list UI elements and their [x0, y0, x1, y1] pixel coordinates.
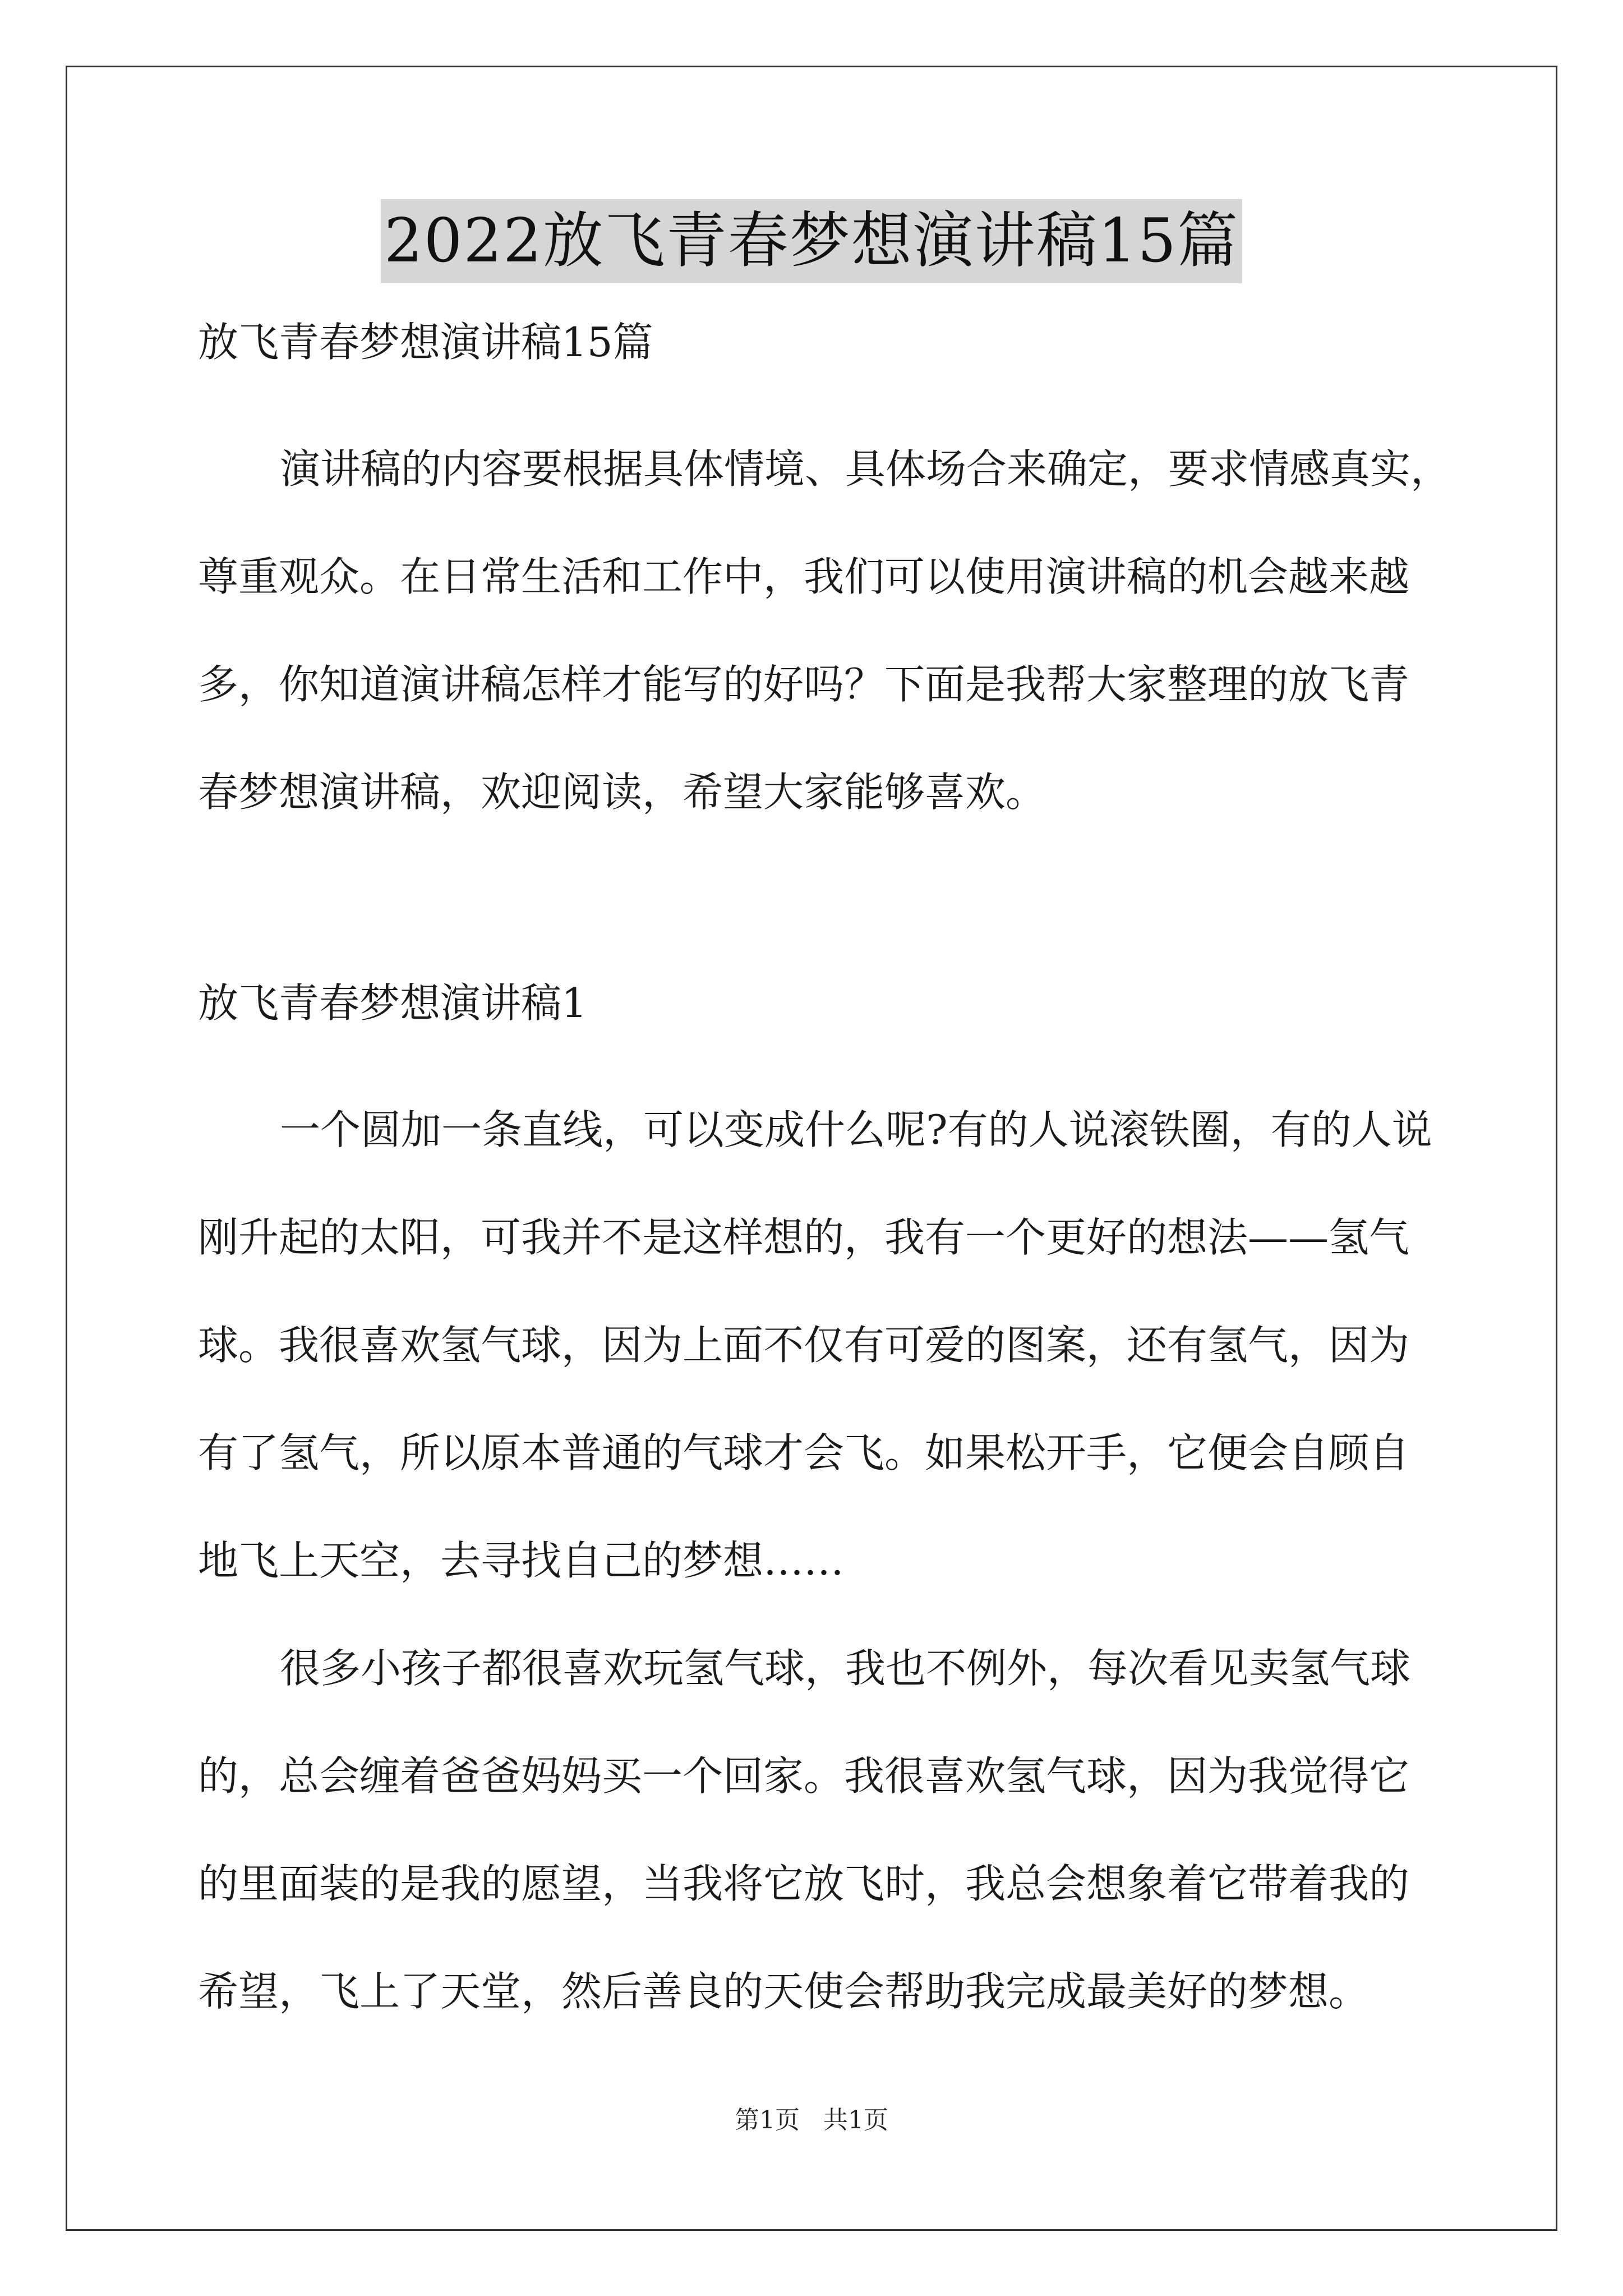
paragraph-line: 尊重观众。在日常生活和工作中，我们可以使用演讲稿的机会越来越 — [198, 553, 1410, 600]
spacer — [198, 376, 1432, 415]
intro-paragraph — [198, 415, 1451, 846]
paragraph-line: 很多小孩子都很喜欢玩氢气球，我也不例外，每次看见卖氢气球 — [280, 1645, 1411, 1692]
title-container — [0, 199, 1623, 283]
paragraph-line: 的里面装的是我的愿望，当我将它放飞时，我总会想象着它带着我的 — [198, 1860, 1410, 1907]
paragraph-line: 春梦想演讲稿，欢迎阅读，希望大家能够喜欢。 — [198, 769, 1046, 816]
paragraph-line: 球。我很喜欢氢气球，因为上面不仅有可爱的图案，还有氢气，因为 — [198, 1322, 1410, 1369]
paragraph-line: 演讲稿的内容要根据具体情境、具体场合来确定，要求情感真实， — [280, 445, 1451, 493]
paragraph-line: 多，你知道演讲稿怎样才能写的好吗？下面是我帮大家整理的放飞青 — [198, 661, 1410, 708]
document-title: 2022放飞青春梦想演讲稿15篇 — [381, 199, 1242, 283]
paragraph-line: 地飞上天空，去寻找自己的梦想…… — [198, 1537, 845, 1584]
paragraph-2 — [198, 1614, 1432, 2045]
paragraph-line: 希望，飞上了天堂，然后善良的天使会帮助我完成最美好的梦想。 — [198, 1968, 1370, 2015]
spacer — [198, 1037, 1432, 1076]
page-total: 共1页 — [823, 2106, 888, 2134]
document-subtitle: 放飞青春梦想演讲稿15篇 — [198, 319, 653, 366]
paragraph-line: 有了氢气，所以原本普通的气球才会飞。如果松开手，它便会自顾自 — [198, 1429, 1410, 1476]
paragraph-line: 刚升起的太阳，可我并不是这样想的，我有一个更好的想法——氢气 — [198, 1214, 1410, 1261]
document-body — [198, 309, 1451, 2045]
paragraph-line: 的，总会缠着爸爸妈妈买一个回家。我很喜欢氢气球，因为我觉得它 — [198, 1752, 1410, 1800]
paragraph-line: 一个圆加一条直线，可以变成什么呢?有的人说滚铁圈，有的人说 — [280, 1106, 1432, 1153]
spacer — [198, 846, 1432, 969]
page-footer — [0, 2104, 1623, 2137]
page-number: 第1页 — [735, 2106, 800, 2134]
section-heading: 放飞青春梦想演讲稿1 — [198, 979, 587, 1027]
paragraph-1 — [198, 1076, 1432, 1614]
